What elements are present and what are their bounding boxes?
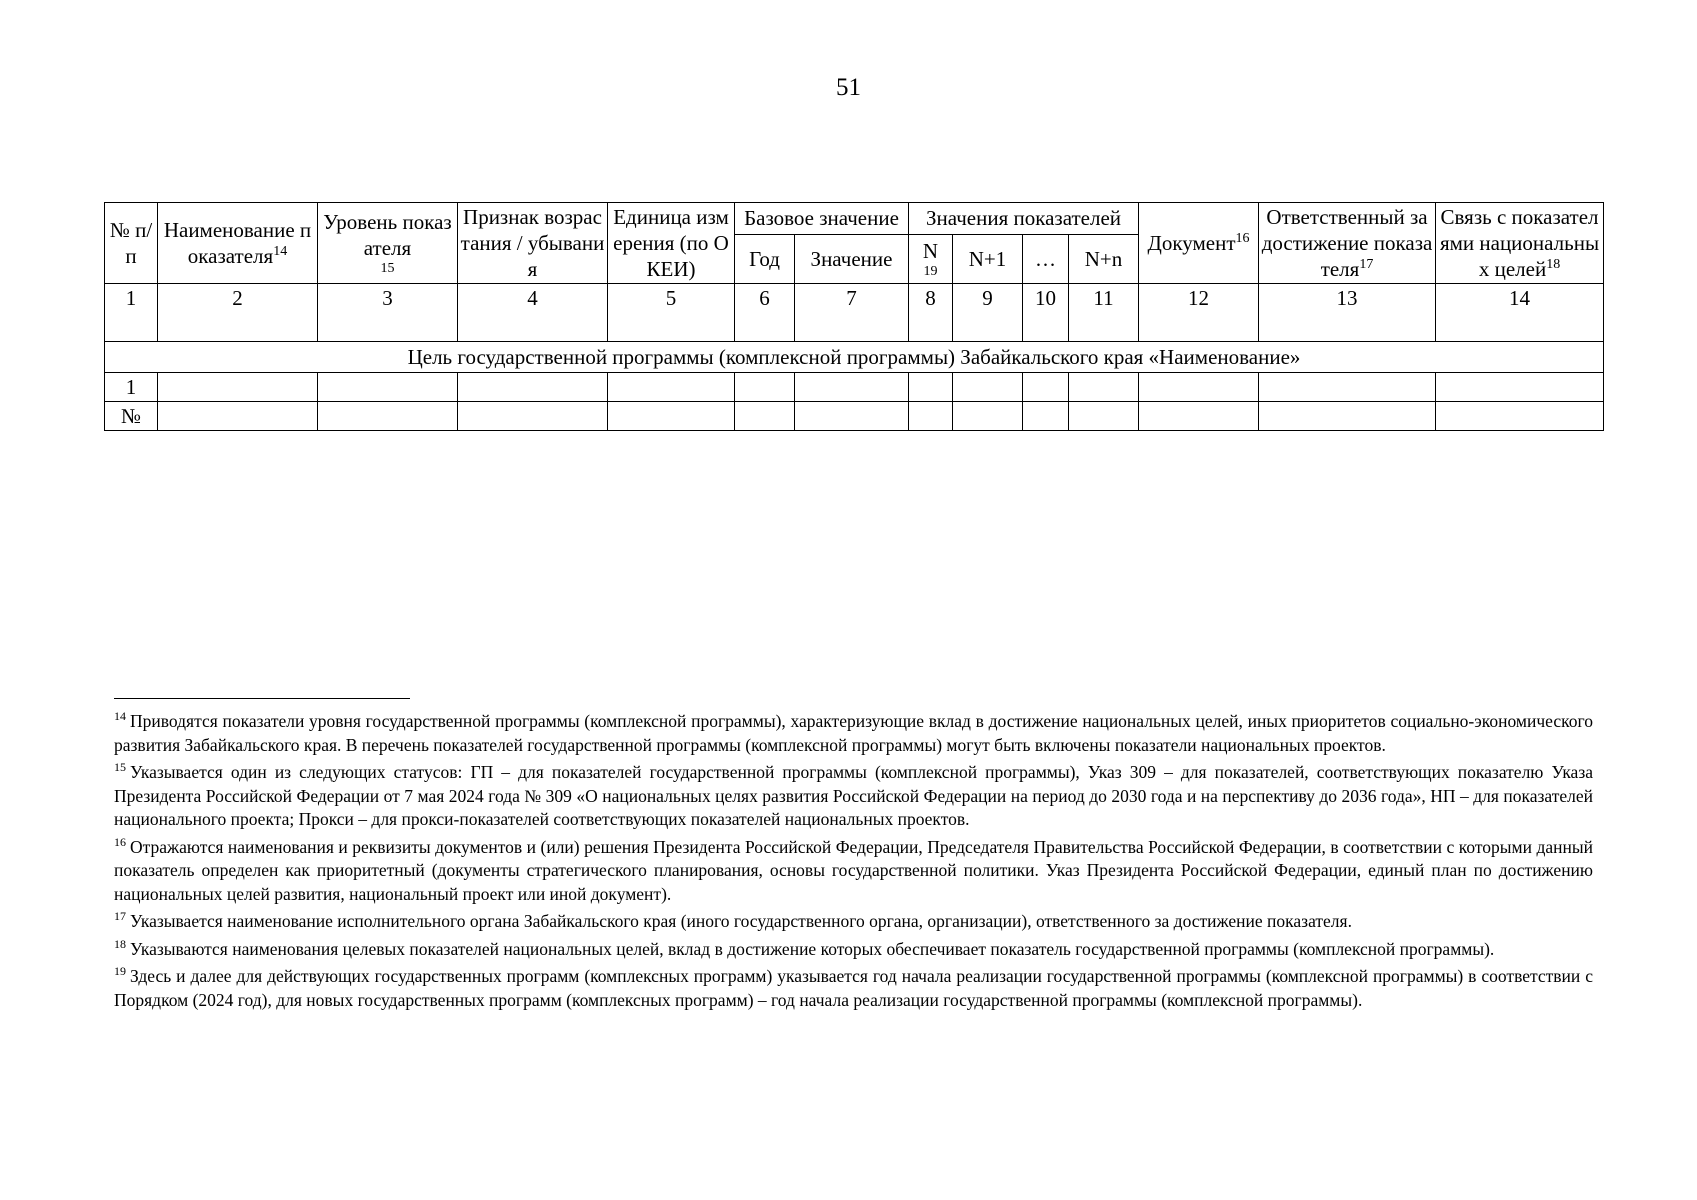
footnote-number: 15 bbox=[114, 760, 126, 775]
column-number: 6 bbox=[735, 284, 795, 342]
header-indicator-level-text: Уровень показателя bbox=[323, 210, 452, 260]
table-cell bbox=[1023, 373, 1069, 402]
footnote bbox=[114, 965, 1593, 1012]
header-year-n bbox=[909, 234, 953, 283]
header-document-text: Документ bbox=[1147, 231, 1236, 255]
column-number: 3 bbox=[318, 284, 458, 342]
column-number: 2 bbox=[158, 284, 318, 342]
table-cell bbox=[318, 373, 458, 402]
column-number: 11 bbox=[1069, 284, 1139, 342]
table-cell bbox=[1023, 402, 1069, 431]
footnote bbox=[114, 910, 1593, 934]
column-number: 14 bbox=[1436, 284, 1604, 342]
header-indicator-name bbox=[158, 203, 318, 284]
footnote-number: 19 bbox=[114, 964, 126, 979]
footnote-text: Указываются наименования целевых показателей национальных целей, вклад в достижение которых обеспечивает показатель государственной программы (комплексной программы). bbox=[130, 938, 1495, 959]
table-cell bbox=[909, 373, 953, 402]
table-cell bbox=[1436, 402, 1604, 431]
header-trend-sign: Признак возрастания / убывания bbox=[458, 203, 608, 284]
table-cell bbox=[1139, 373, 1259, 402]
header-indicator-values: Значения показателей bbox=[909, 203, 1139, 235]
table-cell bbox=[1436, 373, 1604, 402]
footnote bbox=[114, 836, 1593, 907]
table-row bbox=[105, 402, 1604, 431]
header-responsible bbox=[1259, 203, 1436, 284]
column-number: 7 bbox=[795, 284, 909, 342]
table-cell bbox=[735, 373, 795, 402]
footnote bbox=[114, 761, 1593, 832]
header-base-value: Базовое значение bbox=[735, 203, 909, 235]
table-cell bbox=[735, 402, 795, 431]
footnote-number: 17 bbox=[114, 909, 126, 924]
footnote-number: 16 bbox=[114, 834, 126, 849]
footnote-ref-17: 17 bbox=[1359, 257, 1374, 272]
header-indicator-level bbox=[318, 203, 458, 284]
footnote-ref-19: 19 bbox=[923, 263, 938, 279]
footnote-number: 18 bbox=[114, 936, 126, 951]
header-indicator-name-text: Наименование показателя bbox=[163, 218, 312, 268]
table-cell bbox=[909, 402, 953, 431]
table-cell bbox=[458, 402, 608, 431]
footnote bbox=[114, 938, 1593, 962]
table-cell bbox=[1069, 402, 1139, 431]
header-year-n1: N+1 bbox=[953, 234, 1023, 283]
footnote-ref-18: 18 bbox=[1546, 257, 1561, 272]
column-number: 9 bbox=[953, 284, 1023, 342]
footnote-number: 14 bbox=[114, 709, 126, 724]
table-cell bbox=[318, 402, 458, 431]
table-cell bbox=[1069, 373, 1139, 402]
table-cell bbox=[1139, 402, 1259, 431]
header-year-ellipsis: … bbox=[1023, 234, 1069, 283]
table-cell bbox=[608, 373, 735, 402]
footnote-ref-15: 15 bbox=[380, 261, 395, 276]
column-number: 5 bbox=[608, 284, 735, 342]
page-number: 51 bbox=[836, 74, 861, 101]
header-year-n-text: N bbox=[922, 238, 939, 263]
footnote-separator bbox=[114, 698, 410, 699]
header-national-goals-link-text: Связь с показателями национальных целей bbox=[1439, 205, 1600, 281]
header-base-year: Год bbox=[735, 234, 795, 283]
footnote-text: Отражаются наименования и реквизиты документов и (или) решения Президента Российской Федерации, Председателя Правительства Российской Федерации, в соответствии с которыми данный показатель определен как приоритетный (документы стратегического планирования, основы государственной политики. Указ Президента Российской Федерации, единый план по достижению национальных целей развития, национальный проект или иной документ). bbox=[114, 836, 1593, 904]
footnote-text: Указывается наименование исполнительного органа Забайкальского края (иного государственного органа, организации), ответственного за достижение показателя. bbox=[130, 911, 1352, 931]
goal-row bbox=[105, 342, 1604, 373]
column-number: 8 bbox=[909, 284, 953, 342]
table-cell bbox=[795, 402, 909, 431]
table-cell bbox=[953, 402, 1023, 431]
table-cell bbox=[953, 373, 1023, 402]
header-num: № п/п bbox=[105, 203, 158, 284]
footnote-text: Здесь и далее для действующих государственных программ (комплексных программ) указывается год начала реализации государственной программы (комплексной программы) в соответствии с Порядком (2024 год), для новых государственных программ (комплексных программ) – год начала реализации государственной программы (комплексной программы). bbox=[114, 966, 1593, 1010]
table-cell bbox=[158, 373, 318, 402]
column-number-row bbox=[105, 284, 1604, 342]
footnote-text: Приводятся показатели уровня государственной программы (комплексной программы), характеризующие вклад в достижение национальных целей, иных приоритетов социально-экономического развития Забайкальского края. В перечень показателей государственной программы (комплексной программы) могут быть включены показатели национальных проектов. bbox=[114, 711, 1593, 755]
table-row bbox=[105, 373, 1604, 402]
header-document bbox=[1139, 203, 1259, 284]
column-number: 1 bbox=[105, 284, 158, 342]
footnote bbox=[114, 710, 1593, 757]
goal-row-text: Цель государственной программы (комплексной программы) Забайкальского края «Наименование» bbox=[105, 342, 1604, 373]
header-year-nn: N+n bbox=[1069, 234, 1139, 283]
header-unit: Единица измерения (по ОКЕИ) bbox=[608, 203, 735, 284]
header-row-1 bbox=[105, 203, 1604, 235]
column-number: 13 bbox=[1259, 284, 1436, 342]
footnote-ref-14: 14 bbox=[273, 244, 288, 259]
table-cell bbox=[158, 402, 318, 431]
indicators-table bbox=[104, 202, 1604, 431]
table-cell bbox=[608, 402, 735, 431]
table-cell bbox=[458, 373, 608, 402]
row-number: № bbox=[105, 402, 158, 431]
header-base-value-value: Значение bbox=[795, 234, 909, 283]
header-national-goals-link bbox=[1436, 203, 1604, 284]
table-cell bbox=[1259, 373, 1436, 402]
column-number: 10 bbox=[1023, 284, 1069, 342]
table-cell bbox=[1259, 402, 1436, 431]
footnote-ref-16: 16 bbox=[1235, 231, 1250, 246]
column-number: 4 bbox=[458, 284, 608, 342]
column-number: 12 bbox=[1139, 284, 1259, 342]
table-cell bbox=[795, 373, 909, 402]
row-number: 1 bbox=[105, 373, 158, 402]
footnotes bbox=[114, 710, 1593, 1016]
footnote-text: Указывается один из следующих статусов: ГП – для показателей государственной программы (комплексной программы), Указ 309 – для показателей, соответствующих показателю Указа Президента Российской Федерации от 7 мая 2024 года № 309 «О национальных целях развития Российской Федерации на период до 2030 года и на перспективу до 2036 года», НП – для показателей национального проекта; Прокси – для прокси-показателей соответствующих показателей национальных проектов. bbox=[114, 762, 1593, 829]
header-responsible-text: Ответственный за достижение показателя bbox=[1261, 205, 1433, 281]
